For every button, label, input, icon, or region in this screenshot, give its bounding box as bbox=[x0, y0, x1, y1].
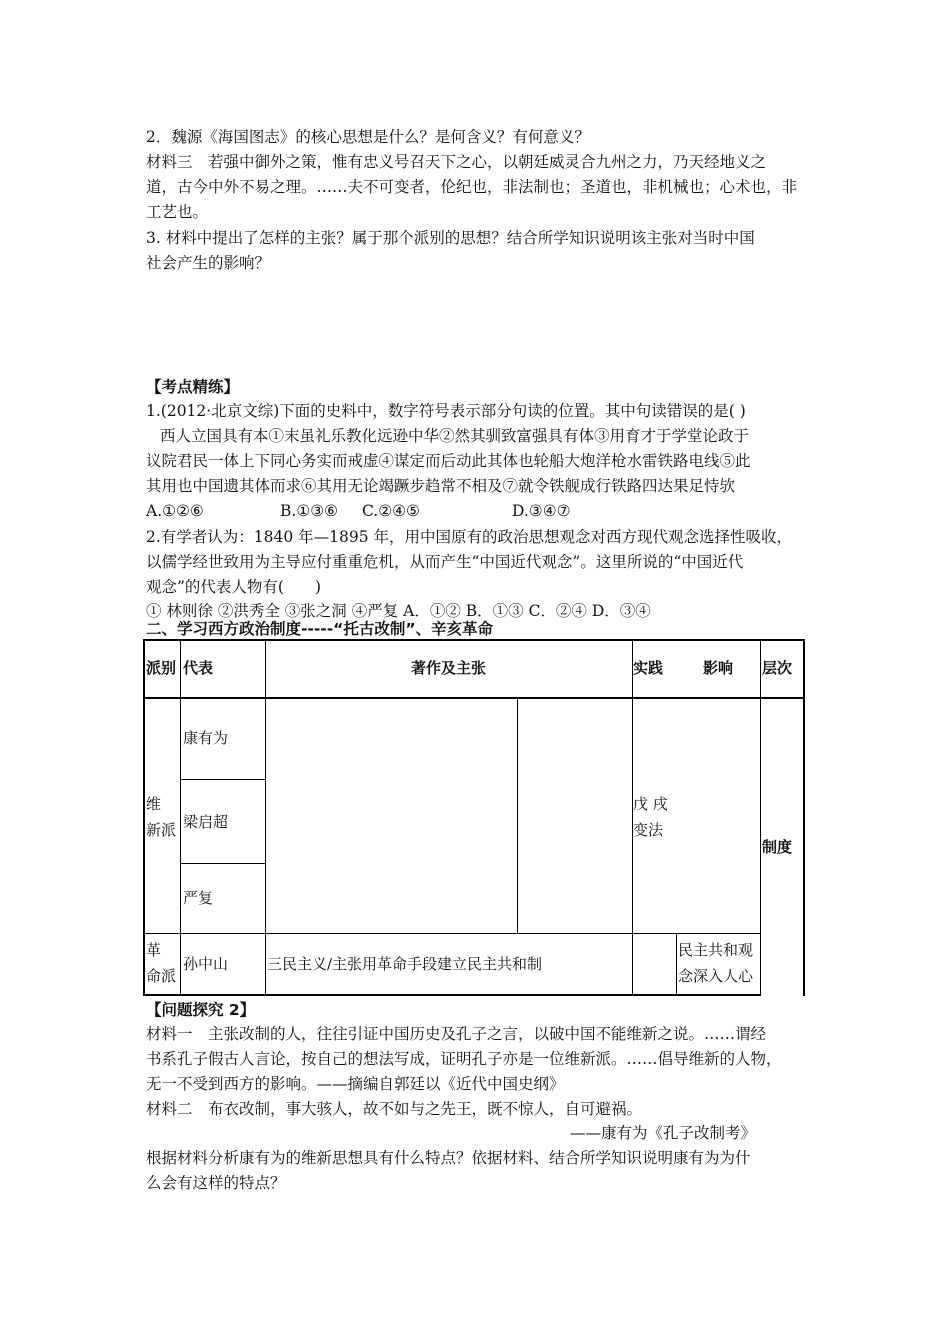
header-faction: 派别 bbox=[146, 659, 177, 677]
material-2-line-1: 材料二 布衣改制，事大骇人，故不如与之先王，既不惊人，自可避祸。 bbox=[146, 1100, 643, 1118]
material-1-line-3: 无一不受到西方的影响。——摘编自郭廷以《近代中国史纲》 bbox=[146, 1075, 565, 1093]
question-3-line-1: 3. 材料中提出了怎样的主张？属于那个派别的思想？结合所学知识说明该主张对当时中国 bbox=[146, 229, 755, 247]
influence-minzhu: 民主共和观念深入人心 bbox=[678, 941, 754, 985]
option-d: D.③④⑦ bbox=[512, 502, 571, 520]
exercise-1-text-2: 议院君民一体上下同心务实而戒虚④谋定而后动此其体也轮船大炮洋枪水雷铁路电线⑤此 bbox=[146, 452, 751, 470]
faction-weixin: 维 新派 bbox=[146, 795, 177, 839]
header-level: 层次 bbox=[762, 659, 793, 677]
exercise-2-options: ① 林则徐 ②洪秀全 ③张之洞 ④严复 A．①② B．①③ C．②④ D．③④ bbox=[146, 602, 651, 620]
material-1-line-2: 书系孔子假古人言论，按自己的想法写成，证明孔子亦是一位维新派。……倡导维新的人物， bbox=[146, 1050, 782, 1068]
sanmin-doctrine: 三民主义/主张用革命手段建立民主共和制 bbox=[267, 955, 543, 973]
exercise-1-text-1: 西人立国具有本①末虽礼乐教化远逊中华②然其驯致富强具有体③用育才于学堂论政于 bbox=[160, 427, 750, 445]
section-kaodian: 【考点精练】 bbox=[146, 378, 240, 396]
comparison-table bbox=[143, 639, 805, 996]
section-wenti-2: 【问题探究 2】 bbox=[146, 1001, 256, 1019]
material-1-line-1: 材料一 主张改制的人，往往引证中国历史及孔子之言，以破中国不能维新之说。……谓经 bbox=[146, 1025, 767, 1043]
rep-yan-fu: 严复 bbox=[183, 889, 214, 907]
material-2-source: ——康有为《孔子改制考》 bbox=[570, 1124, 757, 1142]
exercise-1-text-3: 其用也中国遗其体而求⑥其用无论竭蹶步趋常不相及⑦就令铁舰成行铁路四达果足恃欤 bbox=[146, 477, 736, 495]
rep-sun-zhongshan: 孙中山 bbox=[183, 955, 229, 973]
option-b: B.①③⑥ bbox=[280, 502, 339, 520]
section-2-title: 二、学习西方政治制度-----“托古改制”、辛亥革命 bbox=[146, 620, 494, 638]
faction-geming: 革 命派 bbox=[146, 941, 177, 985]
material-3-line-2: 道，古今中外不易之理。……夫不可变者，伦纪也，非法制也；圣道也，非机械也；心术也，非 bbox=[146, 178, 798, 196]
rep-liang-qichao: 梁启超 bbox=[183, 813, 229, 831]
practice-wuxu: 戊 戌变法 bbox=[633, 795, 668, 839]
header-works: 著作及主张 bbox=[410, 659, 486, 677]
material-3-line-1: 材料三 若强中御外之策，惟有忠义号召天下之心，以朝廷威灵合九州之力，乃天经地义之 bbox=[146, 153, 767, 171]
material-3-line-3: 工艺也。 bbox=[146, 203, 209, 221]
header-influence: 影响 bbox=[702, 659, 733, 677]
exercise-1-stem: 1.(2012·北京文综)下面的史料中，数字符号表示部分句读的位置。其中句读错误的是( ) bbox=[146, 402, 746, 420]
option-a: A.①②⑥ bbox=[146, 502, 204, 520]
exercise-2-line-3: 观念”的代表人物有( ) bbox=[146, 578, 322, 596]
question-3-line-2: 社会产生的影响？ bbox=[146, 254, 271, 272]
rep-kang-youwei: 康有为 bbox=[183, 729, 229, 747]
question-final-line-2: 么会有这样的特点？ bbox=[146, 1174, 286, 1192]
exercise-2-line-1: 2.有学者认为：1840 年—1895 年，用中国原有的政治思想观念对西方现代观念选择性吸收， bbox=[146, 528, 793, 546]
question-final-line-1: 根据材料分析康有为的维新思想具有什么特点？依据材料、结合所学知识说明康有为为什 bbox=[146, 1149, 751, 1167]
question-2: 2．魏源《海国图志》的核心思想是什么？是何含义？有何意义？ bbox=[146, 128, 590, 146]
exercise-2-line-2: 以儒学经世致用为主导应付重重危机，从而产生“中国近代观念”。这里所说的“中国近代 bbox=[146, 553, 744, 571]
level-zhidu: 制度 bbox=[762, 838, 793, 856]
header-representative: 代表 bbox=[183, 659, 214, 677]
header-practice: 实践 bbox=[633, 659, 664, 677]
option-c: C.②④⑤ bbox=[362, 502, 420, 520]
